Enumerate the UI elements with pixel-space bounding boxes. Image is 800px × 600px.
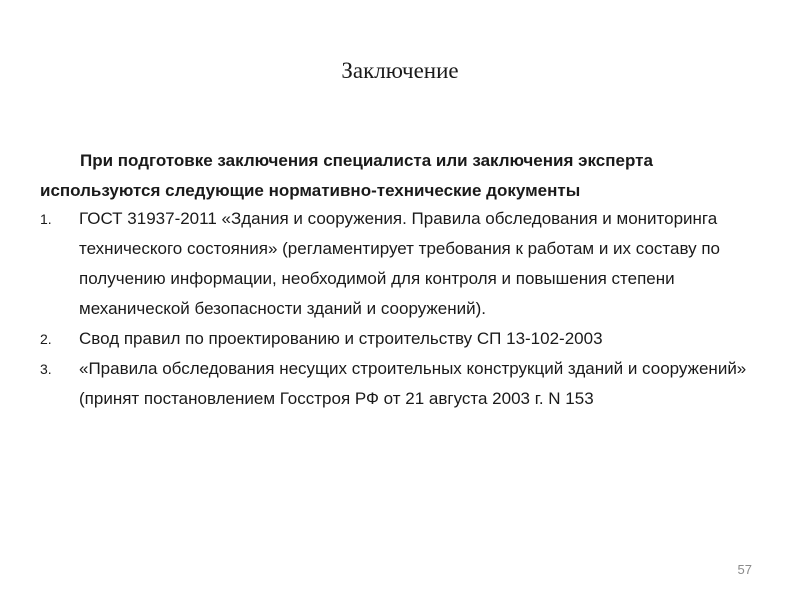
list-item-text: Свод правил по проектированию и строительству СП 13-102-2003 — [79, 329, 603, 348]
list-item-number: 3. — [40, 361, 52, 377]
intro-paragraph — [40, 146, 770, 206]
intro-line-2: используются следующие нормативно-технические документы — [40, 181, 581, 200]
page-number: 57 — [737, 562, 752, 577]
list-item — [40, 204, 760, 324]
list-item — [40, 354, 760, 414]
slide-title: Заключение — [341, 58, 459, 83]
list-item-text: «Правила обследования несущих строительных конструкций зданий и сооружений» (принят постановлением Госстроя РФ от 21 августа 2003 г. N 153 — [79, 359, 747, 408]
list-item-number: 1. — [40, 211, 52, 227]
list-item-number: 2. — [40, 331, 52, 347]
list-item-text: ГОСТ 31937-2011 «Здания и сооружения. Правила обследования и мониторинга технического состояния» (регламентирует требования к работам и их составу по получению информации, необходимой для контроля и повышения степени механической безопасности зданий и сооружений). — [79, 209, 721, 318]
documents-list — [40, 204, 760, 414]
list-item — [40, 324, 760, 354]
intro-line-1: При подготовке заключения специалиста или заключения эксперта — [80, 151, 653, 170]
